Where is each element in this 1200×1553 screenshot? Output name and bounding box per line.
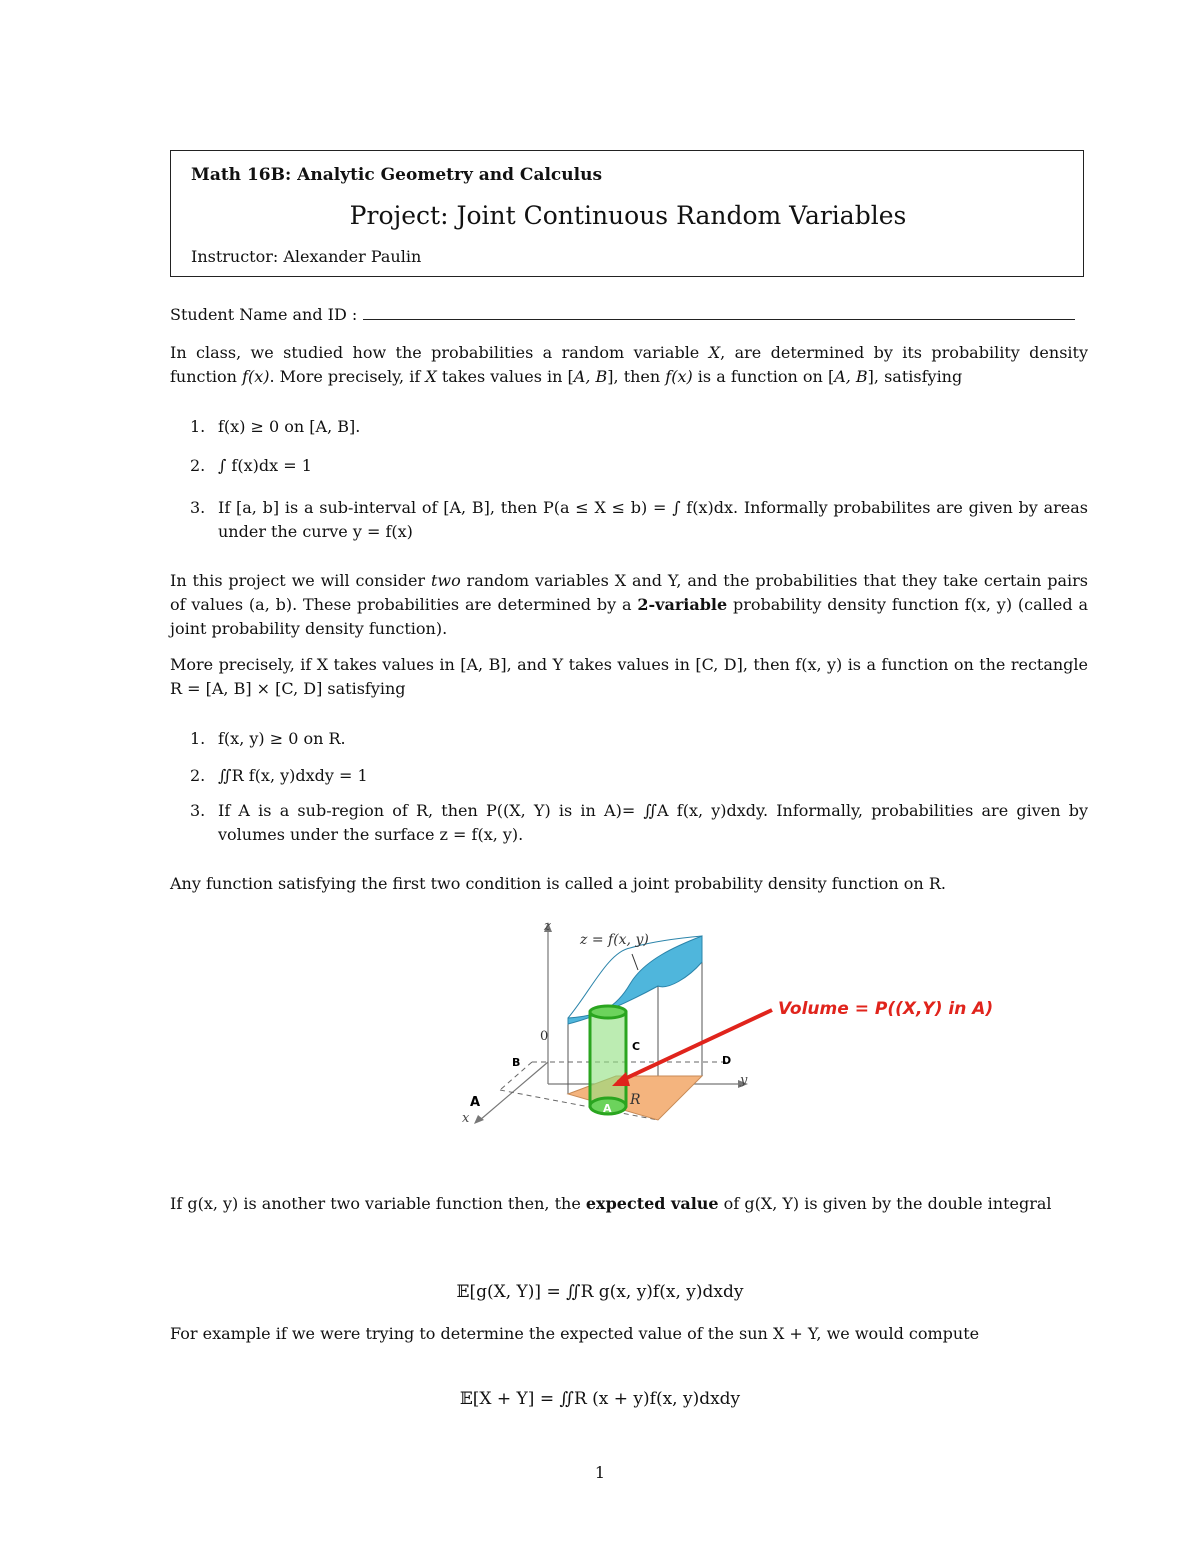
origin-label: 0	[540, 1029, 549, 1044]
list1-item-3-text: If [a, b] is a sub-interval of [A, B], then P(a ≤ X ≤ b) = ∫ f(x)dx. Informally probabilites are given by areas under the curve y = f(x)	[218, 498, 1088, 541]
label-pointer	[632, 954, 638, 970]
equation-expected-g: 𝔼[g(X, Y)] = ∬R g(x, y)f(x, y)dxdy	[456, 1282, 744, 1302]
hand-label-D: D	[722, 1054, 732, 1067]
instructor: Instructor: Alexander Paulin	[191, 247, 422, 266]
volume-annotation: Volume = P((X,Y) in A)	[778, 999, 994, 1019]
course-title: Math 16B: Analytic Geometry and Calculus	[191, 165, 603, 185]
bold-expected-value: expected value	[585, 1194, 719, 1213]
surface	[568, 936, 702, 1024]
intro-text-a: In class, we studied how the probabilities a random variable	[170, 343, 709, 362]
student-name-label: Student Name and ID :	[170, 305, 358, 324]
y-axis-label: y	[740, 1073, 748, 1088]
paragraph-definition: Any function satisfying the first two condition is called a joint probability density function on R.	[170, 874, 946, 893]
list2-item-3-text: If A is a sub-region of R, then P((X, Y) is in A)= ∬A f(x, y)dxdy. Informally, probabilities are given by volumes under the surface z = f(x, y).	[218, 801, 1088, 844]
page-number: 1	[594, 1463, 606, 1482]
intro-text-e: , then	[613, 367, 666, 386]
intro-text-c: . More precisely, if	[269, 367, 426, 386]
region-R-label: R	[630, 1092, 641, 1108]
intro-text-g: , satisfying	[873, 367, 963, 386]
surface-label: z = f(x, y)	[580, 932, 649, 948]
intro-text-d: takes values in	[436, 367, 568, 386]
x-axis-arrow	[474, 1115, 484, 1124]
page: Math 16B: Analytic Geometry and Calculus Project: Joint Continuous Random Variables Instructor: Alexander Paulin Student Name and ID : In class, we studied how the probabilities a random variable X, are determined by its probability density function f(x). More precisely, if X takes values in [A, B], then f(x) is a function on [A, B], satisfying 1. f(x) ≥ 0 on [A, B]. 2. ∫ f(x)dx = 1 3. If [a, b] is a sub-interval of [A, B], then P(a ≤ X ≤ b) = ∫ f(x)dx. Informally probabilites are given by areas under the curve y = f(x) In this project we will consider two random variables X and Y, and the probabilities that they take certain pairs of values (a, b). These probabilities are determined by a 2-variable probability density function f(x, y) (called a joint probability density function). More precisely, if X takes values in [A, B], and Y takes values in [C, D], then f(x, y) is a function on the rectangle R = [A, B] × [C, D] satisfying 1. f(x, y) ≥ 0 on R. 2. ∬R f(x, y)dxdy = 1 3. If A is a sub-region of R, then P((X, Y) is in A)= ∬A f(x, y)dxdy. Informally, probabilities are given by volumes under the surface z = f(x, y). Any function satisfying the first two condition is called a joint probability density function on R. z y x z = f(x, y) 0 R A A B C D Volume = P((X,Y) in A) If g(x, y) is another two variable function then, the expected value of g(X, Y) is given by the double integral 𝔼[g(X, Y)] = ∬R g(x, y)f(x, y)dxdy For example if we were trying to determine the expected value of the sun X + Y, we would compute 𝔼[X + Y] = ∬R (x + y)f(x, y)dxdy 1	[0, 0, 1200, 1553]
paragraph-two-variables: In this project we will consider two random variables X and Y, and the probabilities that they take certain pairs of values (a, b). These probabilities are determined by a 2-variable probability density function f(x, y) (called a joint probability density function).	[170, 571, 1089, 638]
paragraph-more-precisely: More precisely, if X takes values in [A, B], and Y takes values in [C, D], then f(x, y) is a function on the rectangle R = [A, B] × [C, D] satisfying	[170, 655, 1088, 698]
student-name-line	[170, 303, 1088, 327]
list1-item-1-text: f(x) ≥ 0 on [A, B].	[218, 417, 361, 436]
header-box	[170, 150, 1084, 277]
list1-item-2-text: ∫ f(x)dx = 1	[218, 456, 312, 475]
equation-expected-sum: 𝔼[X + Y] = ∬R (x + y)f(x, y)dxdy	[459, 1389, 741, 1409]
paragraph-example: For example if we were trying to determine the expected value of the sun X + Y, we would compute	[170, 1324, 980, 1343]
cylinder-top	[590, 1006, 626, 1018]
list2-item-1-text: f(x, y) ≥ 0 on R.	[218, 729, 346, 748]
x-axis-label: x	[462, 1111, 470, 1126]
annotation-arrow	[618, 1010, 772, 1082]
intro-text-f: is a function on	[692, 367, 828, 386]
project-title: Project: Joint Continuous Random Variables	[349, 201, 907, 230]
paragraph-expected-value: If g(x, y) is another two variable function then, the expected value of g(X, Y) is given by the double integral	[170, 1194, 1052, 1213]
hand-label-A: A	[470, 1095, 481, 1110]
emphasis-two: two	[430, 571, 461, 590]
intro-text-b: , are determined by its probability density function	[170, 343, 1088, 386]
cylinder	[590, 1012, 626, 1106]
hand-label-B: B	[512, 1056, 521, 1069]
region-A-label: A	[603, 1102, 612, 1115]
intro-paragraph: In class, we studied how the probabilities a random variable X, are determined by its probability density function f(x). More precisely, if X takes values in [A, B], then f(x) is a function on [A, B], satisfying	[170, 343, 1088, 386]
bold-2-variable: 2-variable	[637, 595, 728, 614]
hand-label-C: C	[632, 1040, 641, 1053]
student-name-field[interactable]	[363, 305, 1075, 320]
list2-item-2-text: ∬R f(x, y)dxdy = 1	[218, 766, 368, 785]
joint-density-figure	[440, 912, 1080, 1142]
z-axis-label: z	[544, 919, 551, 934]
x-axis	[480, 1062, 548, 1120]
